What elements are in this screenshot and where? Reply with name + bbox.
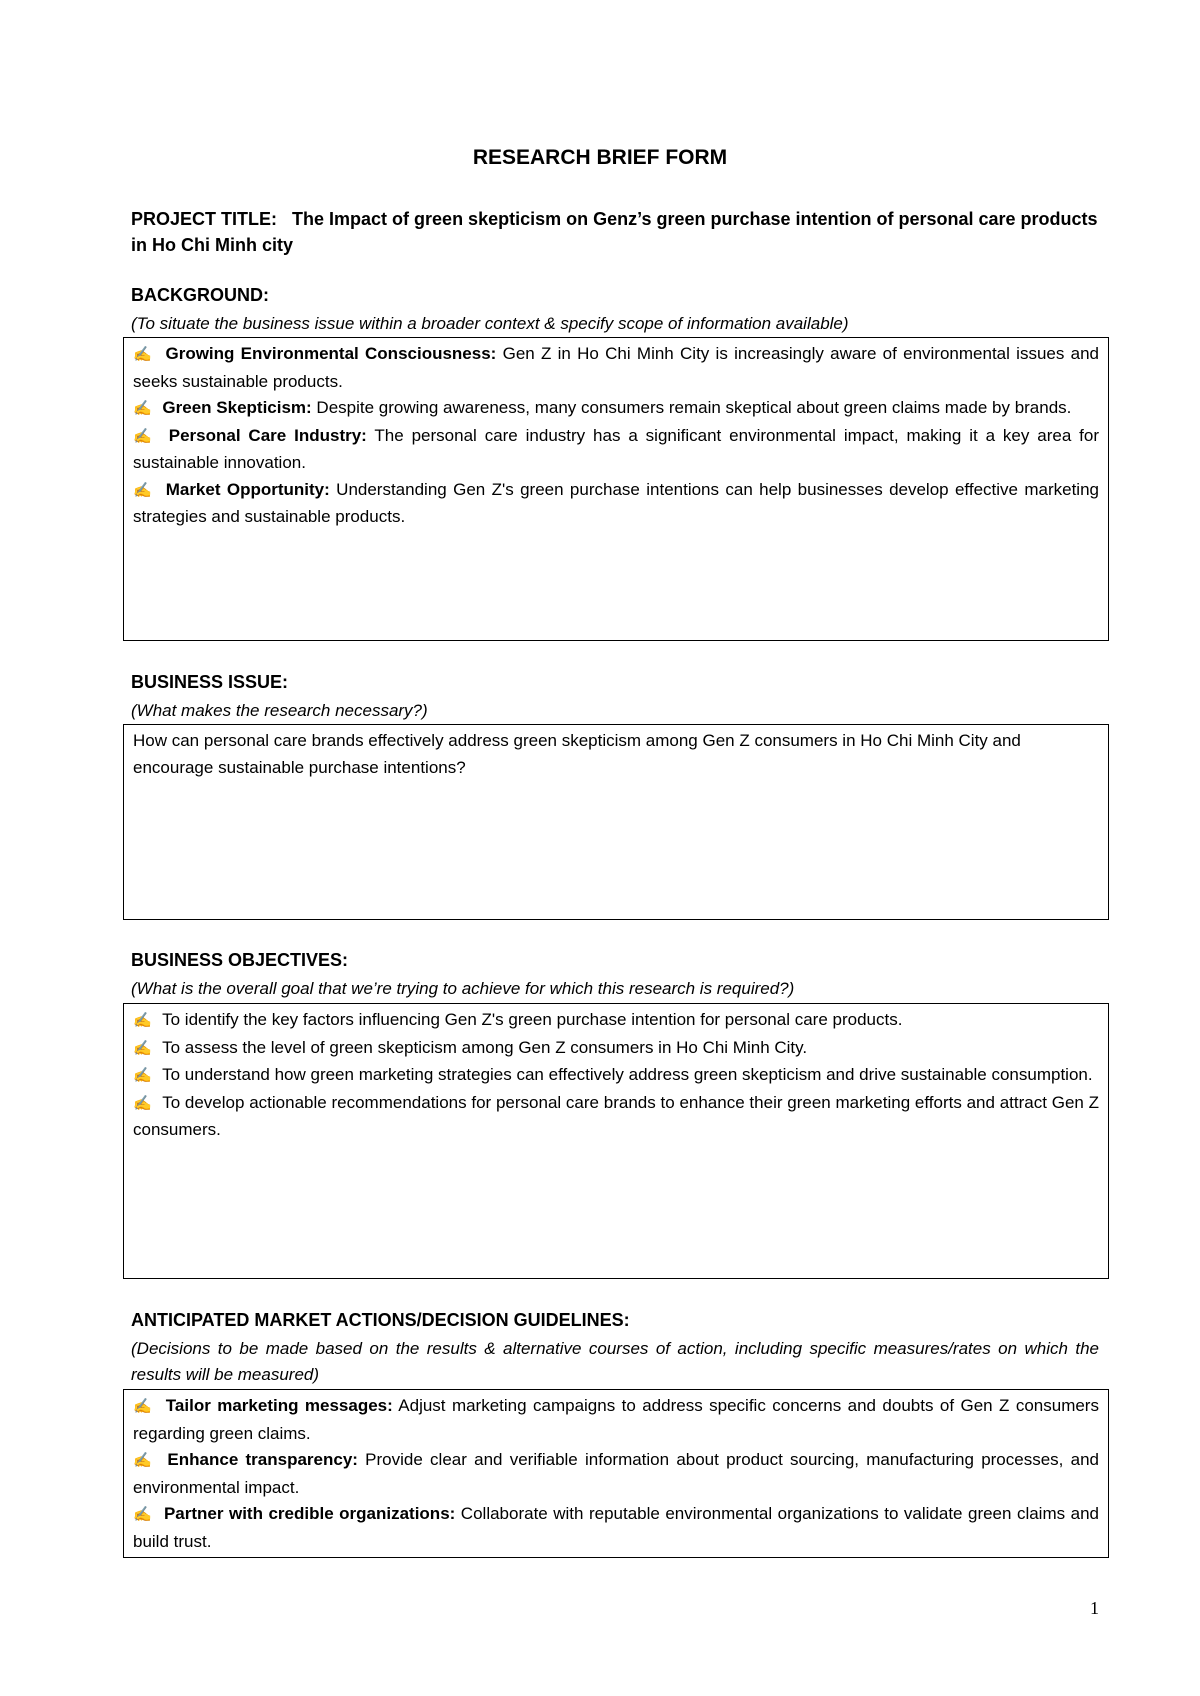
background-item: ✍ Personal Care Industry: The personal care industry has a significant environmental impact, making it a key area for sustainable innovation.	[133, 425, 1099, 472]
market-actions-box	[123, 1389, 1109, 1558]
background-item: ✍ Green Skepticism: Despite growing awareness, many consumers remain skeptical about green claims made by brands.	[133, 398, 1072, 417]
writing-hand-icon: ✍	[133, 1039, 152, 1057]
writing-hand-icon: ✍	[133, 1506, 153, 1523]
background-item: ✍ Market Opportunity: Understanding Gen Z's green purchase intentions can help businesses develop effective marketing strategies and sustainable products.	[133, 479, 1099, 526]
writing-hand-icon: ✍	[133, 400, 152, 417]
business-issue-hint: (What makes the research necessary?)	[131, 701, 428, 720]
document-title: RESEARCH BRIEF FORM	[472, 146, 728, 169]
background-item: ✍ Growing Environmental Consciousness: Gen Z in Ho Chi Minh City is increasingly aware of environmental issues and seeks sustainable products.	[133, 344, 1099, 391]
background-box	[123, 337, 1109, 641]
business-objectives-hint: (What is the overall goal that we’re trying to achieve for which this research is required?)	[131, 979, 795, 998]
market-action-item: ✍ Enhance transparency: Provide clear and verifiable information about product sourcing, manufacturing processes, and environmental impact.	[133, 1450, 1099, 1497]
writing-hand-icon: ✍	[133, 427, 155, 445]
writing-hand-icon: ✍	[133, 1398, 154, 1415]
page-number: 1	[1090, 1598, 1099, 1618]
project-title-label: PROJECT TITLE:	[131, 209, 278, 229]
business-objectives-box	[123, 1003, 1109, 1279]
writing-hand-icon: ✍	[133, 1067, 152, 1084]
business-issue-box	[123, 724, 1109, 920]
market-actions-hint: (Decisions to be made based on the results & alternative courses of action, including specific measures/rates on which the results will be measured)	[131, 1339, 1099, 1384]
background-heading: BACKGROUND:	[131, 285, 269, 305]
writing-hand-icon: ✍	[133, 346, 154, 363]
business-objectives-heading: BUSINESS OBJECTIVES:	[131, 950, 349, 970]
market-actions-heading: ANTICIPATED MARKET ACTIONS/DECISION GUIDELINES:	[131, 1310, 630, 1330]
background-hint: (To situate the business issue within a broader context & specify scope of information available)	[131, 314, 849, 333]
business-issue-heading: BUSINESS ISSUE:	[131, 672, 289, 692]
project-title	[131, 206, 1099, 258]
business-issue-text: How can personal care brands effectively address green skepticism among Gen Z consumers in Ho Chi Minh City and encourage sustainable purchase intentions?	[133, 731, 1021, 777]
project-title-text: The Impact of green skepticism on Genz’s green purchase intention of personal care products in Ho Chi Minh city	[131, 209, 1098, 255]
market-action-item: ✍ Partner with credible organizations: Collaborate with reputable environmental organizations to validate green claims and build trust.	[133, 1504, 1099, 1551]
objective-item: ✍ To identify the key factors influencing Gen Z's green purchase intention for personal care products.	[133, 1010, 903, 1029]
objective-item: ✍ To develop actionable recommendations for personal care brands to enhance their green marketing efforts and attract Gen Z consumers.	[133, 1092, 1100, 1139]
writing-hand-icon: ✍	[133, 481, 154, 499]
objective-item: ✍ To understand how green marketing strategies can effectively address green skepticism and drive sustainable consumption.	[133, 1065, 1093, 1084]
writing-hand-icon: ✍	[133, 1452, 155, 1469]
writing-hand-icon: ✍	[133, 1094, 152, 1112]
objective-item: ✍ To assess the level of green skepticism among Gen Z consumers in Ho Chi Minh City.	[133, 1037, 808, 1057]
writing-hand-icon: ✍	[133, 1012, 152, 1029]
market-action-item: ✍ Tailor marketing messages: Adjust marketing campaigns to address specific concerns and doubts of Gen Z consumers regarding green claims.	[133, 1396, 1099, 1443]
